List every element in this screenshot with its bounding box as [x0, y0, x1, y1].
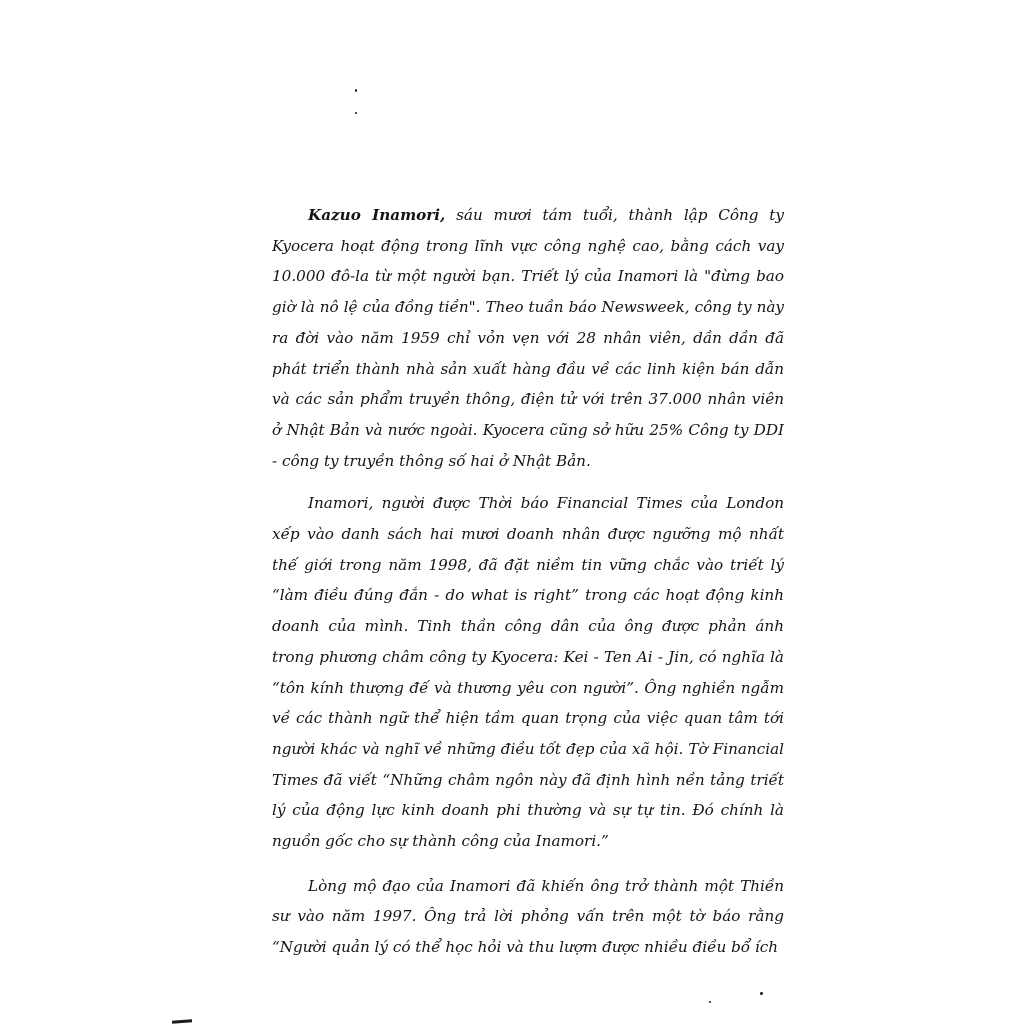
- lead-name: Kazuo Inamori,: [308, 206, 446, 224]
- paragraph-2: Inamori, người được Thời báo Financial Times của London xếp vào danh sách hai mươi doanh nhân được ngưỡng mộ nhất thế giới trong năm 1998, đã đặt niềm tin vững chắc vào triết lý “làm điều đúng đắn - do what is right” trong các hoạt động kinh doanh của mình. Tinh thần công dân của ông được phản ánh trong phương châm công ty Kyocera: Kei - Ten Ai - Jin, có nghĩa là “tôn kính thượng đế và thương yêu con người”. Ông nghiền ngẫm về các thành ngữ thể hiện tầm quan trọng của việc quan tâm tới người khác và nghĩ về những điều tốt đẹp của xã hội. Tờ Financial Times đã viết “Những châm ngôn này đã định hình nền tảng triết lý của động lực kinh doanh phi thường và sự tự tin. Đó chính là nguồn gốc cho sự thành công của Inamori.”: [272, 494, 784, 851]
- ink-speck: [709, 1001, 711, 1003]
- paragraph-1: [272, 200, 784, 476]
- ink-speck: [760, 992, 763, 995]
- ink-speck: [355, 89, 357, 92]
- paragraph-3: Lòng mộ đạo của Inamori đã khiến ông trở thành một Thiền sư vào năm 1997. Ông trả lời phỏng vấn trên một tờ báo rằng “Người quản lý có thể học hỏi và thu lượm được nhiều điều bổ ích: [272, 876, 784, 957]
- body-text: [272, 200, 784, 963]
- paragraph-1-text: sáu mươi tám tuổi, thành lập Công ty Kyocera hoạt động trong lĩnh vực công nghệ cao, bằng cách vay 10.000 đô-la từ một người bạn. Triết lý của Inamori là "đừng bao giờ là nô lệ của đồng tiền". Theo tuần báo Newsweek, công ty này ra đời vào năm 1959 chỉ vỏn vẹn với 28 nhân viên, dần dần đã phát triển thành nhà sản xuất hàng đầu về các linh kiện bán dẫn và các sản phẩm truyền thông, điện tử với trên 37.000 nhân viên ở Nhật Bản và nước ngoài. Kyocera cũng sở hữu 25% Công ty DDI - công ty truyền thông số hai ở Nhật Bản.: [272, 206, 784, 470]
- ink-speck: [355, 112, 357, 114]
- scan-edge-mark: [172, 1019, 192, 1023]
